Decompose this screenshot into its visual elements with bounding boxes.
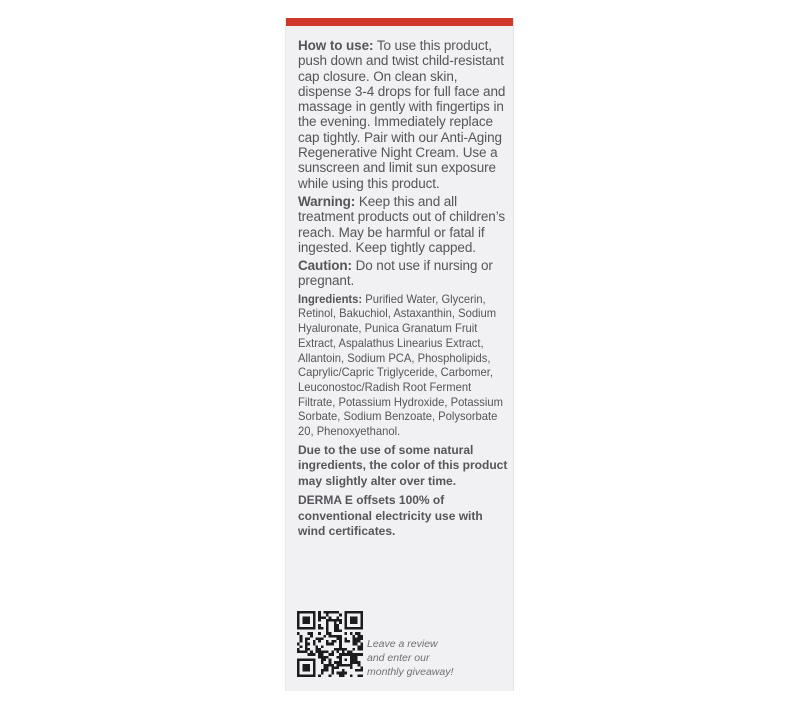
caution-label: Caution:: [298, 258, 352, 274]
accent-stripe: [286, 18, 513, 26]
natural-ingredients-note: Due to the use of some natural ingredients, the color of this product may slightly alter over time.: [298, 442, 508, 488]
review-line-2: and enter our: [367, 651, 430, 664]
ingredients-text: Purified Water, Glycerin, Retinol, Bakuchiol, Astaxanthin, Sodium Hyaluronate, Punica Granatum Fruit Extract, Aspalathus Linearius Extract, Allantoin, Sodium PCA, Phospholipids, Caprylic/Capric Triglyceride, Carbomer, Leuconostoc/Radish Root Ferment Filtrate, Potassium Hydroxide, Potassium Sorbate, Sodium Benzoate, Polysorbate 20, Phenoxyethanol.: [298, 291, 503, 439]
how-to-use-label: How to use:: [298, 38, 374, 53]
how-to-use-paragraph: [298, 38, 510, 191]
label-text-block: [298, 38, 510, 544]
review-line-1: Leave a review: [367, 638, 438, 650]
warning-paragraph: [298, 194, 510, 255]
ingredients-paragraph: [298, 292, 511, 439]
wind-energy-note: DERMA E offsets 100% of conventional electricity use with wind certificates.: [298, 493, 483, 539]
warning-text: Keep this and all treatment products out of children’s reach. May be harmful or fatal if ingested. Keep tightly capped.: [298, 193, 506, 255]
review-line-3: monthly giveaway!: [367, 665, 454, 678]
how-to-use-text: To use this product, push down and twist child-resistant cap closure. On clean skin, dispense 3-4 drops for full face and massage in gently with fingertips in the evening. Immediately replace cap tightly. Pair with our Anti-Aging Regenerative Night Cream. Use a sunscreen and limit sun exposure while using this product.: [298, 38, 506, 191]
caution-text: Do not use if nursing or pregnant.: [298, 258, 493, 289]
warning-label: Warning:: [298, 193, 356, 209]
ingredients-label: Ingredients:: [298, 291, 363, 306]
product-box-side-panel: [286, 18, 513, 691]
qr-code-icon[interactable]: [297, 611, 363, 677]
review-giveaway-text: [367, 638, 507, 679]
caution-paragraph: [298, 258, 510, 289]
